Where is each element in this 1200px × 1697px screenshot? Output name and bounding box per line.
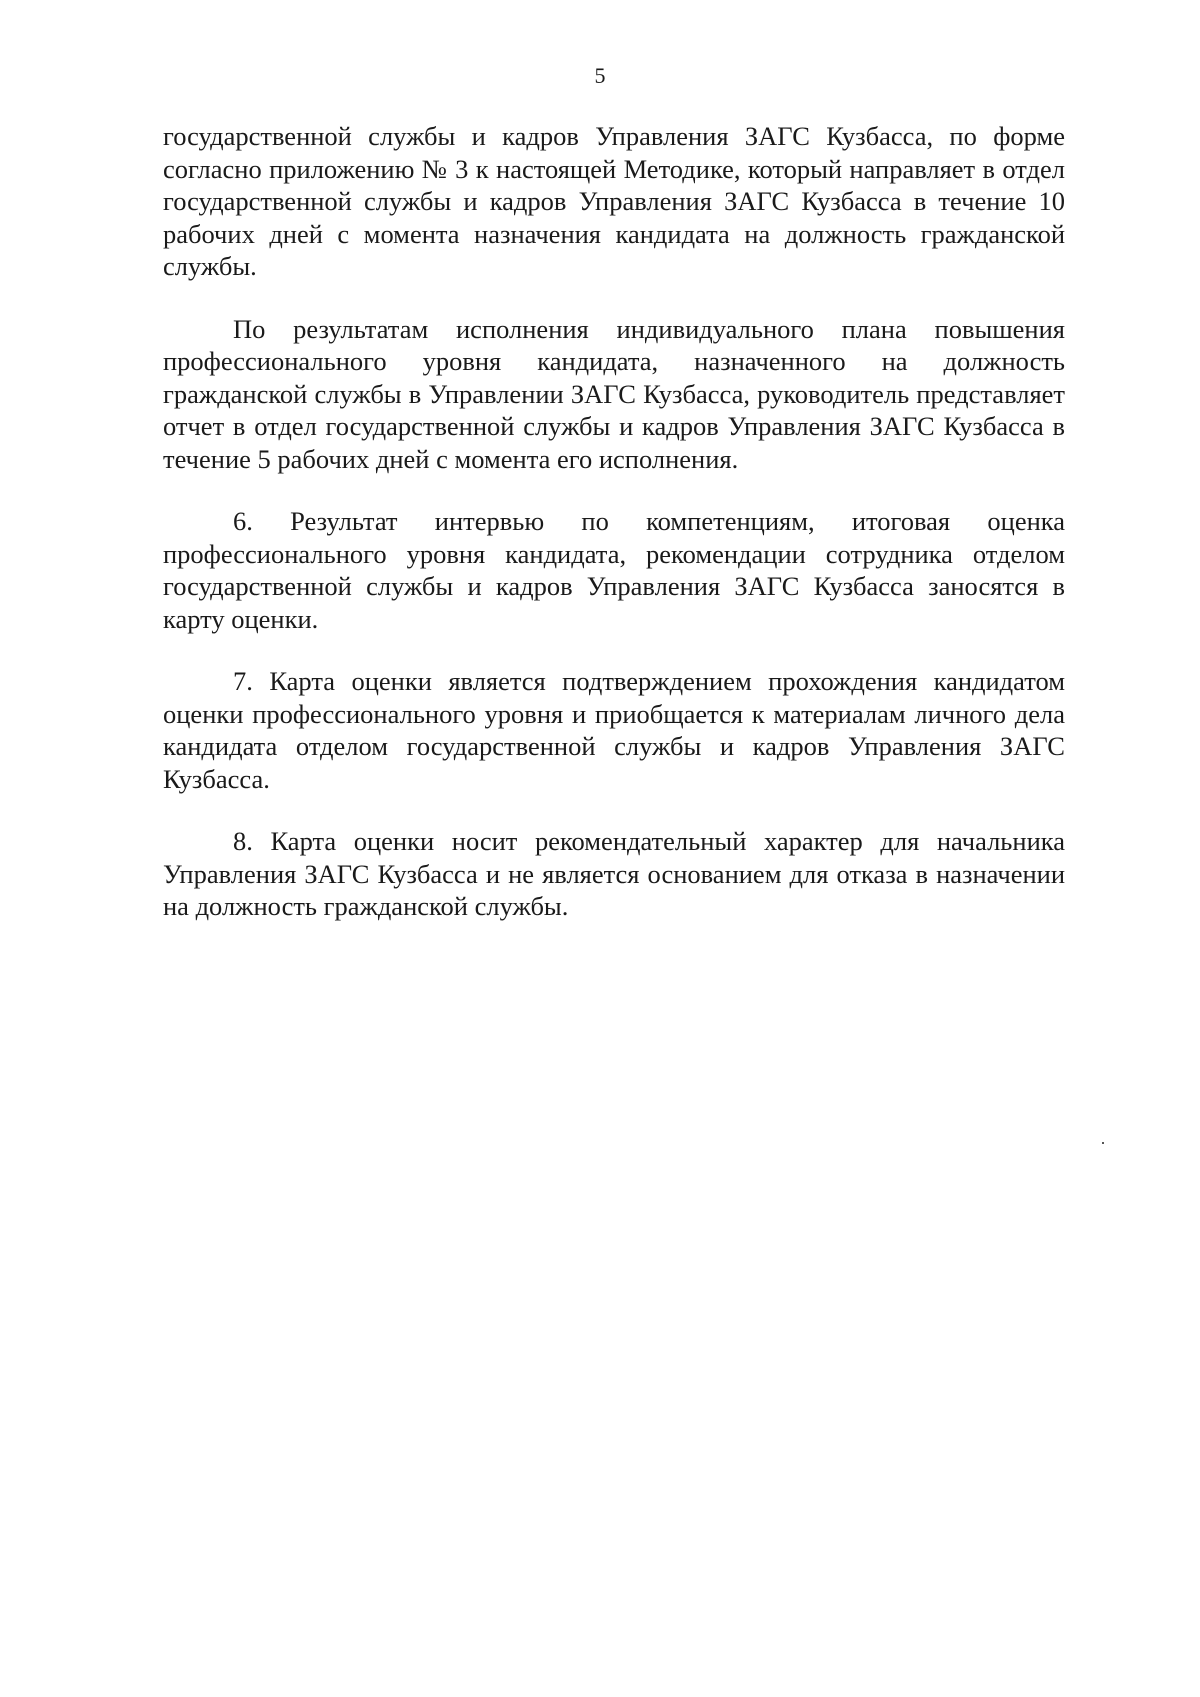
page-number: 5 [594, 63, 606, 88]
paragraph-item-6: 6. Результат интервью по компетенциям, итоговая оценка профессионального уровня кандидата, рекомендации сотрудника отделом государственной службы и кадров Управления ЗАГС Кузбасса заносятся в карту оценки. [163, 506, 1065, 634]
paragraph-report: По результатам исполнения индивидуального плана повышения профессионального уровня кандидата, назначенного на должность гражданской службы в Управлении ЗАГС Кузбасса, руководитель представляет отчет в отдел государственной службы и кадров Управления ЗАГС Кузбасса в течение 5 рабочих дней с момента его исполнения. [163, 313, 1065, 474]
paragraph-item-7: 7. Карта оценки является подтверждением прохождения кандидатом оценки профессионального уровня и приобщается к материалам личного дела кандидата отделом государственной службы и кадров Управления ЗАГС Кузбасса. [163, 666, 1065, 794]
paragraph-item-8: 8. Карта оценки носит рекомендательный характер для начальника Управления ЗАГС Кузбасса и не является основанием для отказа в назначении на должность гражданской службы. [163, 826, 1065, 921]
paragraph-continuation: государственной службы и кадров Управления ЗАГС Кузбасса, по форме согласно приложению № 3 к настоящей Методике, который направляет в отдел государственной службы и кадров Управления ЗАГС Кузбасса в течение 10 рабочих дней с момента назначения кандидата на должность гражданской службы. [163, 121, 1065, 281]
document-body [163, 120, 1065, 953]
scan-speck [1102, 1142, 1104, 1144]
